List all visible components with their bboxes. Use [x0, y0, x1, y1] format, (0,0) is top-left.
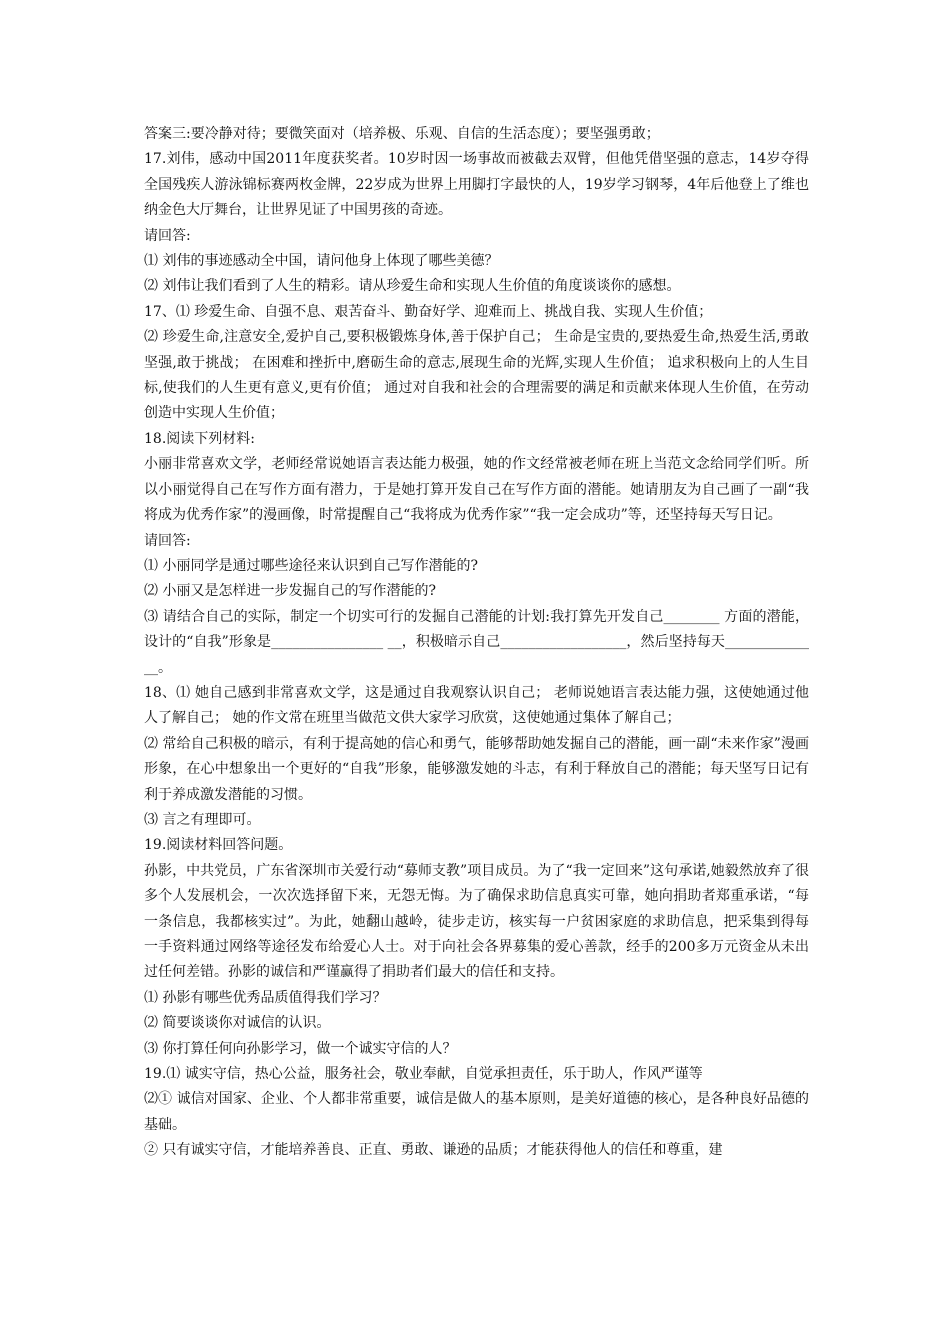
- question-17-sub-2: ⑵ 刘伟让我们看到了人生的精彩。请从珍爱生命和实现人生价值的角度谈谈你的感想。: [144, 278, 681, 295]
- question-18-sub-2: ⑵ 小丽又是怎样进一步发掘自己的写作潜能的?: [144, 583, 436, 600]
- question-17-prompt: 请回答:: [144, 227, 191, 244]
- answer-19-part-1: 19.⑴ 诚实守信，热心公益，服务社会，敬业奉献，自觉承担责任，乐于助人，作风严谨等: [144, 1066, 703, 1083]
- question-18-sub-3: ⑶ 请结合自己的实际，制定一个切实可行的发掘自己潜能的计划:我打算先开发自己________ 方面的潜能，设计的“自我”形象是________________ __，积极暗示自己__________________，然后坚持每天______________。: [144, 608, 809, 676]
- question-18-material: 小丽非常喜欢文学，老师经常说她语言表达能力极强，她的作文经常被老师在班上当范文念给同学们听。所以小丽觉得自己在写作方面有潜力，于是她打算开发自己在写作方面的潜能。她请朋友为自己画了一副“我将成为优秀作家”的漫画像，时常提醒自己“我将成为优秀作家”“我一定会成功”等，还坚持每天写日记。: [144, 456, 809, 524]
- document-page: [144, 122, 809, 1164]
- answer-19-part-2-1: ⑵① 诚信对国家、企业、个人都非常重要，诚信是做人的基本原则，是美好道德的核心，是各种良好品德的基础。: [144, 1091, 809, 1133]
- answer-19-part-2-2: ② 只有诚实守信，才能培养善良、正直、勇敢、谦逊的品质；才能获得他人的信任和尊重，建: [144, 1142, 723, 1159]
- question-19-material: 孙影，中共党员，广东省深圳市关爱行动“募师支教”项目成员。为了“我一定回来”这句承诺,她毅然放弃了很多个人发展机会，一次次选择留下来，无怨无悔。为了确保求助信息真实可靠，她向捐助者郑重承诺，“每一条信息，我都核实过”。为此，她翻山越岭，徒步走访，核实每一户贫困家庭的求助信息，把采集到得每一手资料通过网络等途径发布给爱心人士。对于向社会各界募集的爱心善款，经手的200多万元资金从未出过任何差错。孙影的诚信和严谨赢得了捐助者们最大的信任和支持。: [144, 862, 809, 981]
- question-19-sub-1: ⑴ 孙影有哪些优秀品质值得我们学习？: [144, 989, 387, 1006]
- answer-3-line: 答案三:要冷静对待；要微笑面对（培养极、乐观、自信的生活态度）；要坚强勇敢；: [144, 126, 660, 142]
- question-17-sub-1: ⑴ 刘伟的事迹感动全中国，请问他身上体现了哪些美德？: [144, 253, 499, 270]
- question-19-heading: 19.阅读材料回答问题。: [144, 837, 293, 854]
- question-17-material: 17.刘伟，感动中国2011年度获奖者。10岁时因一场事故而被截去双臂，但他凭借坚强的意志，14岁夺得全国残疾人游泳锦标赛两枚金牌，22岁成为世界上用脚打字最快的人，19岁学习钢琴，4年后他登上了维也纳金色大厅舞台，让世界见证了中国男孩的奇迹。: [144, 151, 809, 219]
- question-18-heading: 18.阅读下列材料:: [144, 430, 255, 447]
- question-18-sub-1: ⑴ 小丽同学是通过哪些途径来认识到自己写作潜能的?: [144, 557, 478, 574]
- question-19-sub-3: ⑶ 你打算任何向孙影学习，做一个诚实守信的人？: [144, 1040, 457, 1057]
- question-19-sub-2: ⑵ 简要谈谈你对诚信的认识。: [144, 1015, 331, 1032]
- answer-18-part-2: ⑵ 常给自己积极的暗示，有利于提高她的信心和勇气，能够帮助她发掘自己的潜能，画一副“未来作家”漫画形象，在心中想象出一个更好的“自我”形象，能够激发她的斗志，有利于释放自己的潜能；每天坚写日记有利于养成激发潜能的习惯。: [144, 735, 809, 803]
- answer-18-part-1: 18、⑴ 她自己感到非常喜欢文学，这是通过自我观察认识自己； 老师说她语言表达能力强，这使她通过他人了解自己； 她的作文常在班里当做范文供大家学习欣赏，这使她通过集体了解自己；: [144, 684, 809, 727]
- question-18-prompt: 请回答:: [144, 532, 191, 549]
- answer-17-part-2: ⑵ 珍爱生命,注意安全,爱护自己,要积极锻炼身体,善于保护自己； 生命是宝贵的,要热爱生命,热爱生活,勇敢坚强,敢于挑战； 在困难和挫折中,磨砺生命的意志,展现生命的光辉,实现人生价值； 追求积极向上的人生目标,使我们的人生更有意义,更有价值； 通过对自我和社会的合理需要的满足和贡献来体现人生价值，在劳动创造中实现人生价值；: [144, 329, 809, 422]
- answer-18-part-3: ⑶ 言之有理即可。: [144, 811, 261, 828]
- answer-17-part-1: 17、⑴ 珍爱生命、自强不息、艰苦奋斗、勤奋好学、迎难而上、挑战自我、实现人生价值；: [144, 303, 713, 320]
